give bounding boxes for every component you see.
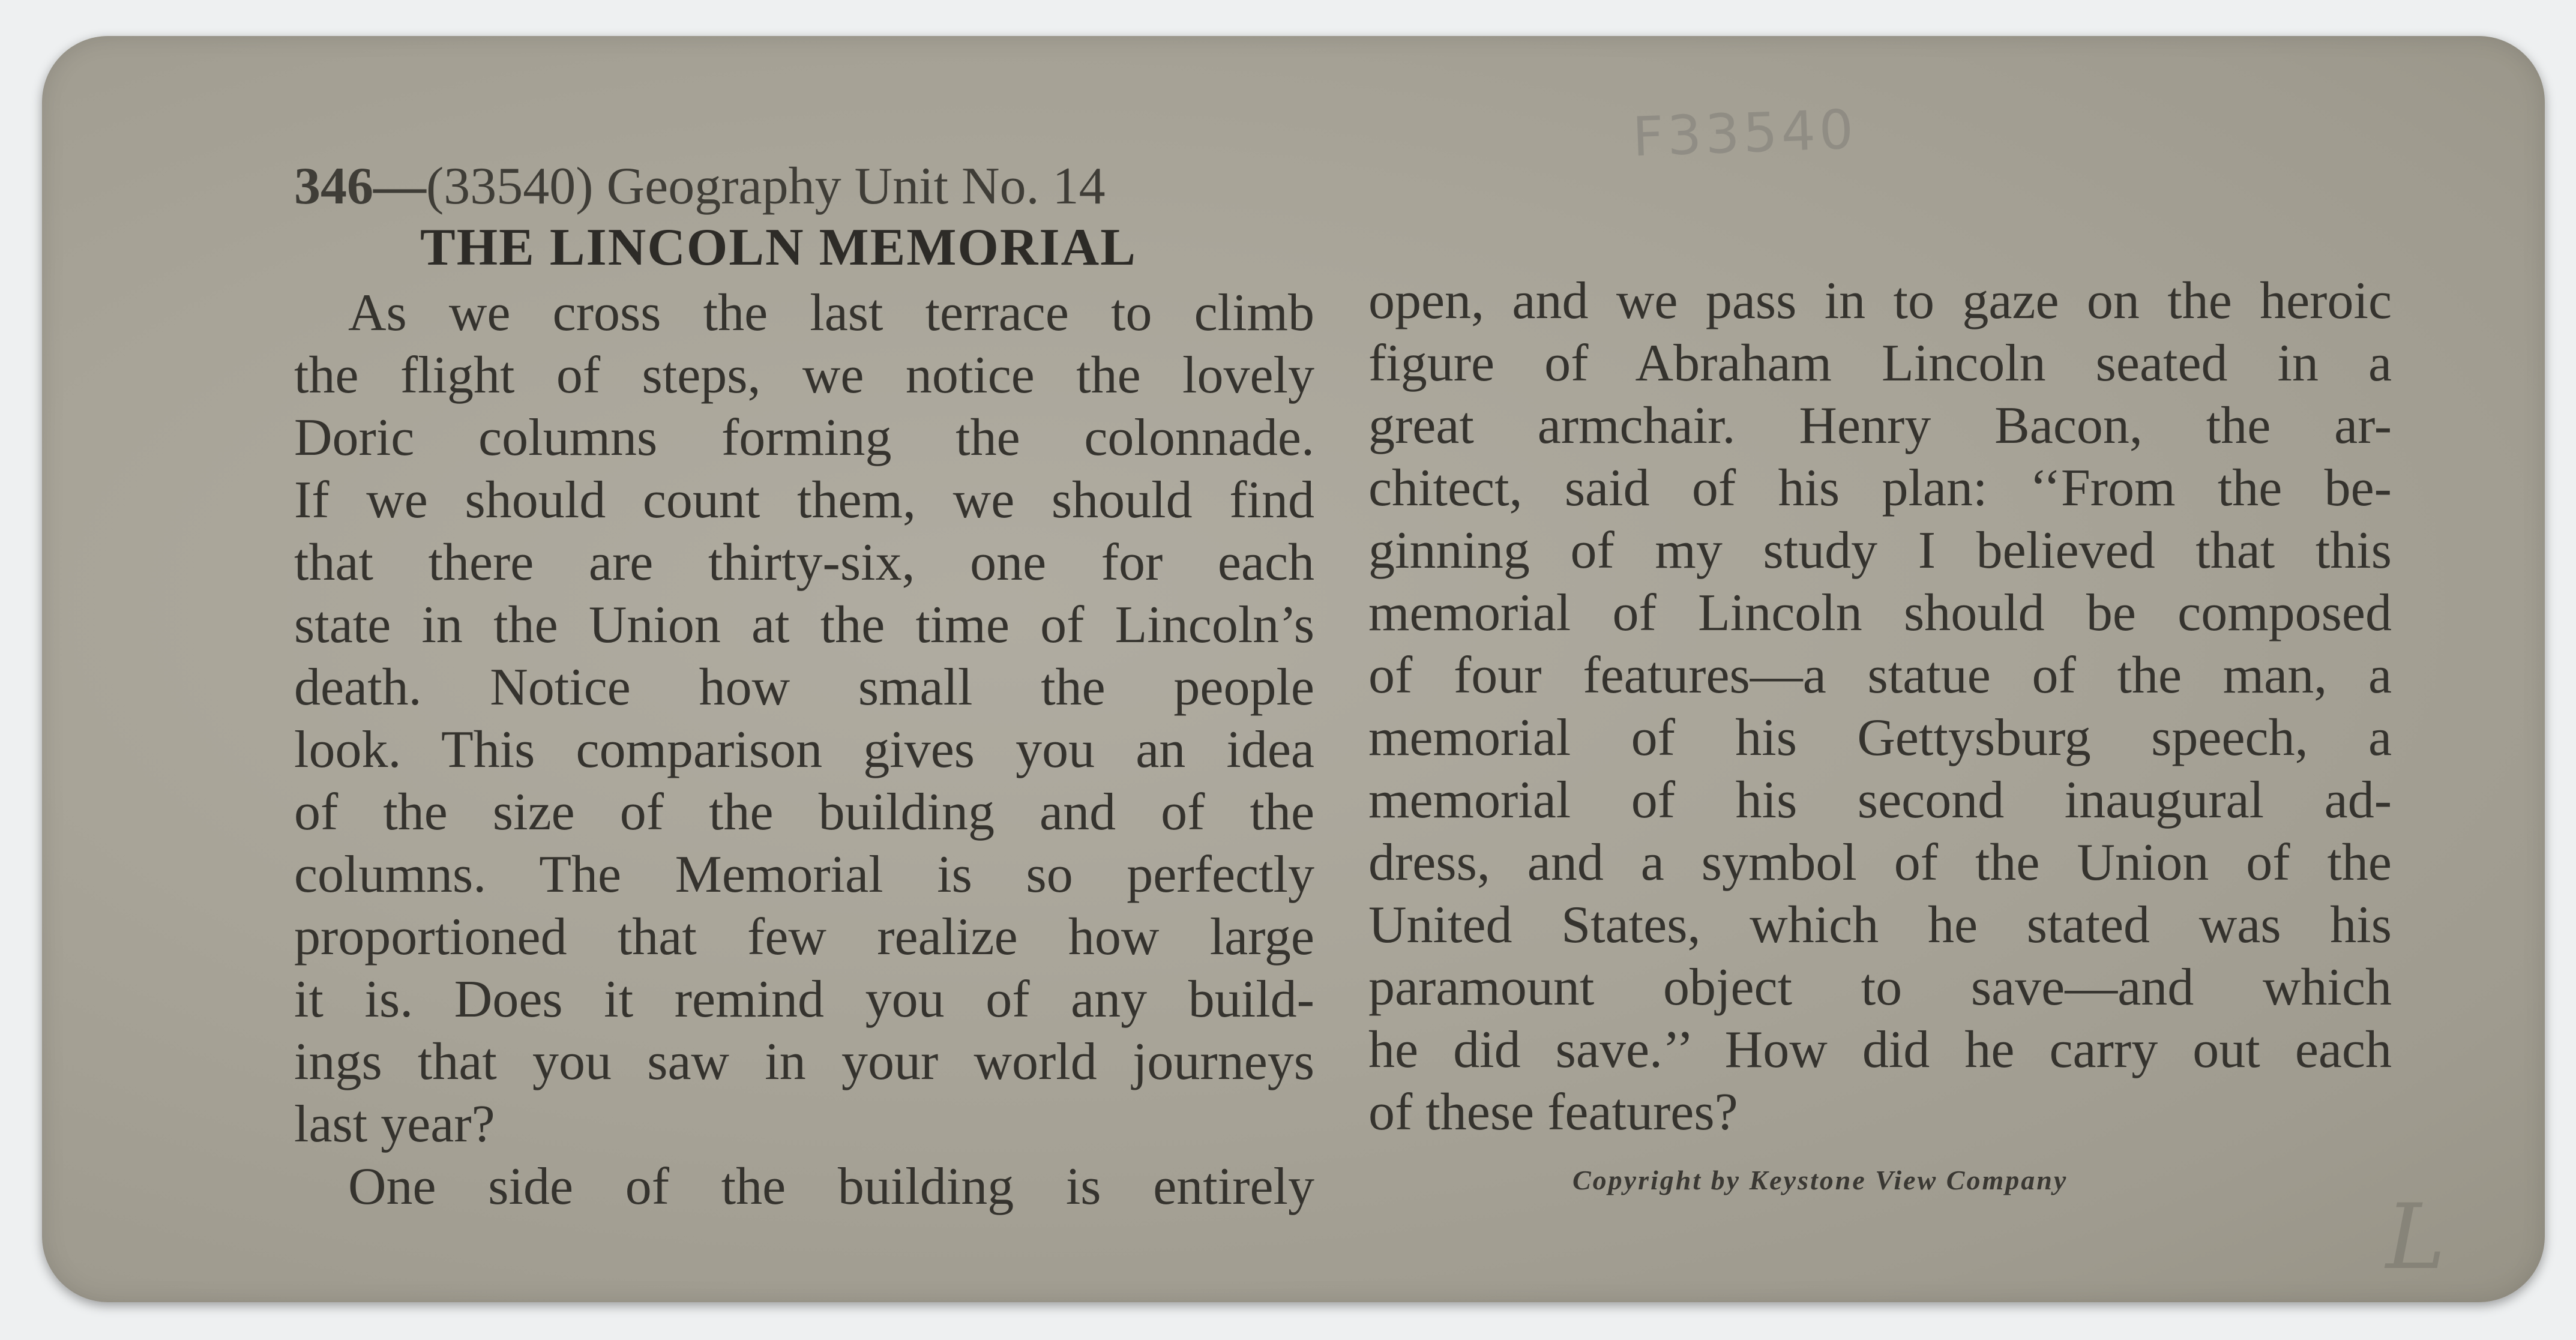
pencil-catalog-note: F33540 [1631, 98, 1858, 169]
text-line: of the size of the building and of the [294, 783, 1314, 841]
left-text-column [294, 282, 1314, 1218]
text-line: Doric columns forming the colonnade. [294, 409, 1314, 467]
card-number: 346— [294, 157, 426, 215]
text-line: If we should count them, we should find [294, 471, 1314, 529]
text-line: One side of the building is entirely [348, 1158, 1314, 1216]
text-line: dress, and a symbol of the Union of the [1368, 834, 2392, 892]
text-line: paramount object to save—and which [1368, 958, 2392, 1017]
right-text-column [1368, 270, 2392, 1144]
text-line: the flight of steps, we notice the lovely [294, 346, 1314, 404]
text-line: ginning of my study I believed that this [1368, 521, 2392, 580]
text-line: chitect, said of his plan: ‘‘From the be- [1368, 459, 2392, 517]
text-line: ings that you saw in your world journeys [294, 1033, 1314, 1091]
text-line: great armchair. Henry Bacon, the ar- [1368, 397, 2392, 455]
text-line: columns. The Memorial is so perfectly [294, 846, 1314, 904]
text-line: As we cross the last terrace to climb [348, 284, 1314, 342]
text-line: open, and we pass in to gaze on the heroic [1368, 272, 2392, 330]
card-number-line [294, 156, 1106, 217]
text-line: figure of Abraham Lincoln seated in a [1368, 334, 2392, 392]
text-line: look. This comparison gives you an idea [294, 721, 1314, 779]
text-line: that there are thirty-six, one for each [294, 533, 1314, 592]
text-line: it is. Does it remind you of any build- [294, 970, 1314, 1029]
copyright-line: Copyright by Keystone View Company [1572, 1165, 2068, 1195]
stereoview-card-back [42, 36, 2545, 1302]
text-line: of these features? [1368, 1083, 1738, 1141]
text-line: of four features—a statue of the man, a [1368, 646, 2392, 705]
text-line: last year? [294, 1095, 495, 1153]
text-line: memorial of his second inaugural ad- [1368, 771, 2392, 829]
text-line: United States, which he stated was his [1368, 896, 2392, 954]
unit-code: (33540) Geography Unit No. 14 [426, 157, 1106, 215]
text-line: death. Notice how small the people [294, 658, 1314, 717]
text-line: proportioned that few realize how large [294, 908, 1314, 966]
text-line: memorial of his Gettysburg speech, a [1368, 709, 2392, 767]
text-line: memorial of Lincoln should be composed [1368, 584, 2392, 642]
text-line: state in the Union at the time of Lincoln’s [294, 596, 1314, 654]
text-line: he did save.’’ How did he carry out each [1368, 1021, 2392, 1079]
pencil-corner-mark: L [2386, 1185, 2446, 1290]
page-title: THE LINCOLN MEMORIAL [420, 218, 1137, 277]
